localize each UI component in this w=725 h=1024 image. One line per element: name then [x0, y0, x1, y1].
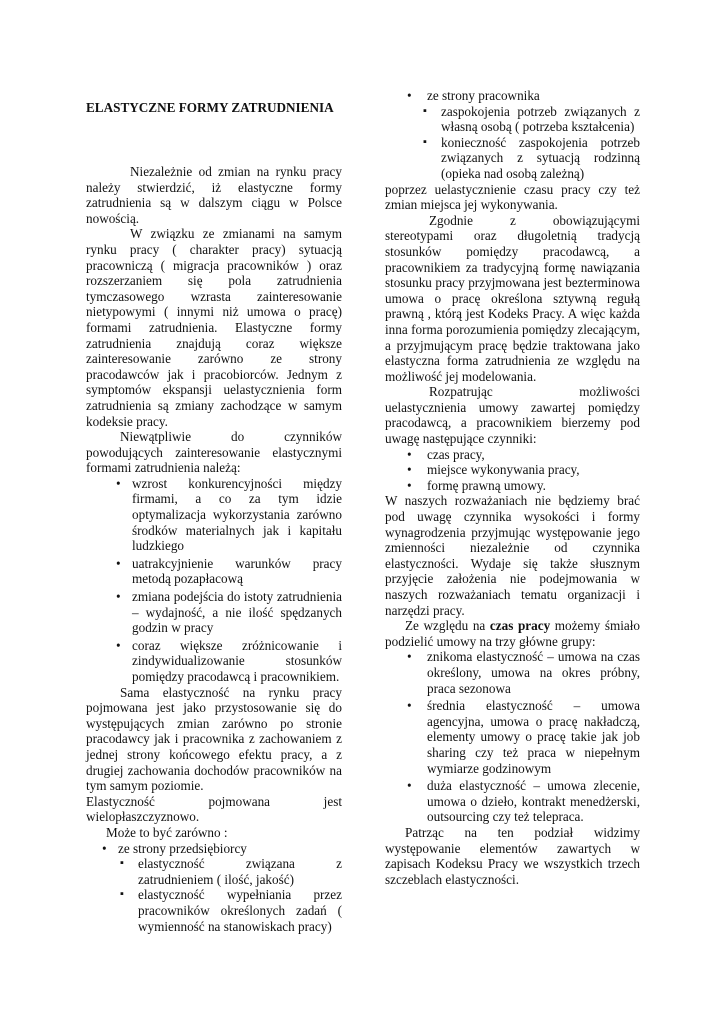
- employee-side-list: [385, 88, 640, 182]
- list-item: • uatrakcyjnienie warunków pracy metodą pozapłacową: [108, 556, 342, 587]
- groups-list: [385, 649, 640, 825]
- list-item: • znikoma elastyczność – umowa na czas określony, umowa na okres próbny, praca sezonowa: [385, 649, 640, 696]
- employee-items-list: [421, 104, 640, 182]
- right-column: [385, 88, 640, 887]
- paragraph-flexibility-definition: Sama elastyczność na rynku pracy pojmowana jest jako przystosowanie się do występujących zmian zarówno po stronie pracodawcy jak i pracownika z zachowaniem z jednej strony końcowego efektu pracy, a z drugiej zachowania dochodów pracowników na tym samym poziomie.: [86, 684, 342, 794]
- left-column: [86, 100, 342, 934]
- document-title: ELASTYCZNE FORMY ZATRUDNIENIA: [86, 100, 334, 115]
- employer-items-list: [118, 856, 342, 934]
- paragraph-multilevel: Elastyczność pojmowana jest wielopłaszczyznowo.: [86, 793, 342, 825]
- paragraph-stereotypes: Zgodnie z obowiązującymi stereotypami oraz długoletnią tradycją stosunków pomiędzy pracodawcą, a pracownikiem za tradycyjną formę nawiązania stosunku pracy przyjmowana jest bezterminowa umowa o pracę określona sztywną regułą prawną , którą jest Kodeks Pracy. A więc każda inna forma porozumienia pomiędzy zlecającym, a przyjmującym pracę będzie traktowana jako elastyczna forma zatrudnienia ze względu na możliwość jej modelowania.: [385, 212, 640, 384]
- text-fragment: Ze względu na: [405, 618, 490, 634]
- list-item: • wzrost konkurencyjności między firmami, a co za tym idzie optymalizacja wykorzystania zarówno środków materialnych jak i kapitału ludzkiego: [108, 476, 342, 554]
- list-item: • zmiana podejścia do istoty zatrudnienia – wydajność, a nie ilość spędzanych godzin w pracy: [108, 589, 342, 636]
- employer-side-list: [94, 841, 342, 935]
- list-item: • miejsce wykonywania pracy,: [385, 462, 640, 478]
- paragraph-through: poprzez uelastycznienie czasu pracy czy też zmian miejsca jej wykonywania.: [385, 181, 640, 213]
- paragraph-changes: W związku ze zmianami na samym rynku pracy ( charakter pracy) sytuacją pracowniczą ( migracja pracowników ) oraz rozszerzaniem się pola zatrudnienia tymczasowego wzrasta zainteresowanie nietypowymi ( innymi niż umowa o pracę) formami zatrudnienia. Elastyczne formy zatrudnienia znajdują coraz większe zainteresowanie zarówno ze strony pracodawców jak i pracobiorców. Jednym z symptomów ekspansji uelastycznienia form zatrudnienia są zmiany zachodzące w samym kodeksie pracy.: [86, 226, 342, 429]
- list-item: ▪ elastyczność wypełniania przez pracowników określonych zadań ( wymienność na stanowiskach pracy): [118, 887, 342, 934]
- text-fragment: możemy śmiało podzielić umowy na trzy główne grupy:: [385, 618, 640, 649]
- list-item: • czas pracy,: [385, 447, 640, 463]
- list-item: ▪ zaspokojenia potrzeb związanych z własną osobą ( potrzeba kształcenia): [421, 104, 640, 135]
- paragraph-conclusion: Patrząc na ten podział widzimy występowanie elementów zawartych w zapisach Kodeksu Pracy we wszystkich trzech szczeblach elastyczności.: [385, 824, 640, 887]
- contract-factors-list: [385, 447, 640, 494]
- list-item: • coraz większe zróżnicowanie i zindywidualizowanie stosunków pomiędzy pracodawcą i pracownikiem.: [108, 638, 342, 685]
- paragraph-considering: Rozpatrując możliwości uelastycznienia umowy zawartej pomiędzy pracodawcą, a pracownikiem bierzemy pod uwagę następujące czynniki:: [385, 384, 640, 447]
- paragraph-may-be: Może to być zarówno :: [106, 824, 228, 840]
- employee-side-label: ze strony pracownika: [427, 88, 540, 103]
- list-item: • średnia elastyczność – umowa agencyjna, umowa o pracę nakładczą, elementy umowy o pracę takie jak job sharing czy też praca w niepełnym wymiarze godzinowym: [385, 698, 640, 776]
- paragraph-remuneration: W naszych rozważaniach nie będziemy brać pod uwagę czynnika wysokości i formy wynagrodzenia przyjmując występowanie jego zmienności niezależnie od czynnika elastyczności. Wydaje się także słusznym przyjęcie założenia nie podejmowania w naszych rozważaniach tematu organizacji i narzędzi pracy.: [385, 493, 640, 618]
- employer-side-label: ze strony przedsiębiorcy: [118, 840, 247, 856]
- paragraph-intro: Niezależnie od zmian na rynku pracy należy stwierdzić, iż elastyczne formy zatrudnienia są w dalszym ciągu w Polsce nowością.: [86, 164, 342, 226]
- list-item: • duża elastyczność – umowa zlecenie, umowa o dzieło, kontrakt menedżerski, outsourcing czy też telepraca.: [385, 778, 640, 825]
- list-item: ▪ elastyczność związana z zatrudnieniem ( ilość, jakość): [118, 856, 342, 887]
- bold-working-time: czas pracy: [489, 618, 551, 634]
- paragraph-working-time: [385, 618, 640, 649]
- paragraph-factors-intro: Niewątpliwie do czynników powodujących zainteresowanie elastycznymi formami zatrudnienia należą:: [86, 429, 342, 476]
- list-item-employer: [94, 841, 342, 935]
- factors-list: [108, 476, 342, 685]
- list-item: • formę prawną umowy.: [385, 478, 640, 494]
- list-item-employee: [385, 88, 640, 182]
- list-item: ▪ konieczność zaspokojenia potrzeb związanych z sytuacją rodzinną (opieka nad osobą zależną): [421, 135, 640, 182]
